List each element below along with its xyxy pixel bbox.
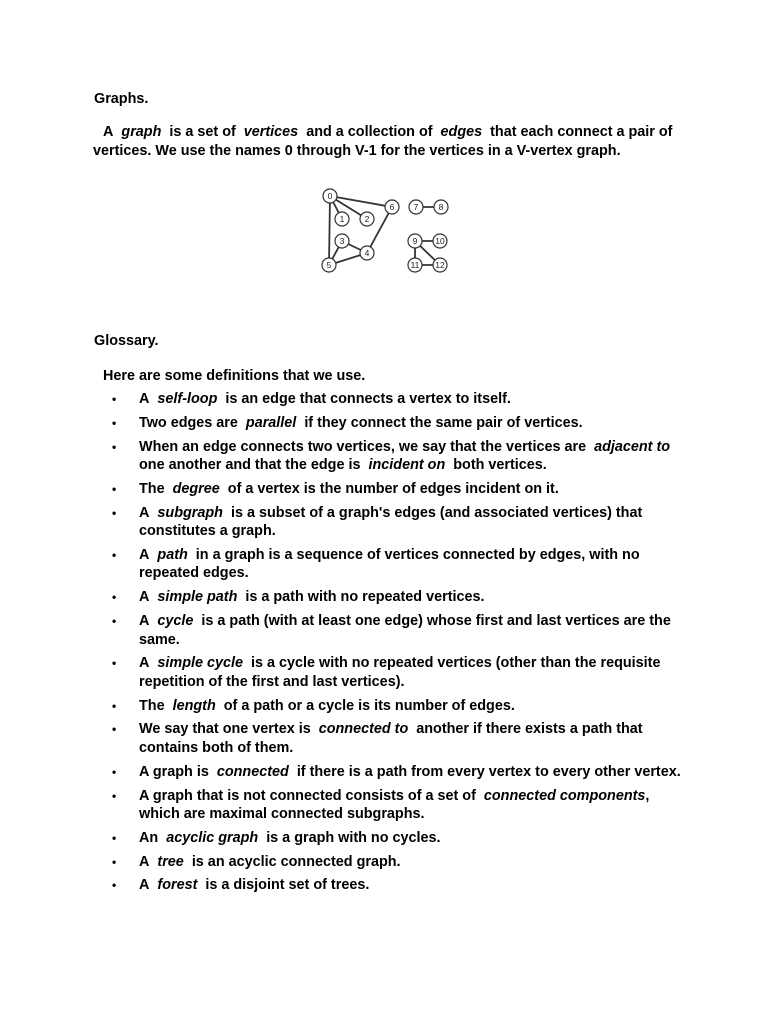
definition-list xyxy=(112,390,692,900)
term: subgraph xyxy=(157,504,223,521)
svg-text:11: 11 xyxy=(410,260,420,270)
term: incident on xyxy=(368,457,446,474)
bullet-icon: • xyxy=(112,854,117,869)
term: degree xyxy=(172,480,220,497)
bullet-icon: • xyxy=(112,392,117,406)
term-graph: graph xyxy=(121,124,162,140)
intro-text: is a set of xyxy=(169,124,236,140)
definition-item: • A path in a graph is a sequence of vertices connected by edges, with no repeated edges. xyxy=(112,546,640,582)
svg-text:10: 10 xyxy=(435,236,445,246)
bullet-icon: • xyxy=(112,505,117,520)
term-vertices: vertices xyxy=(243,124,299,140)
graph-vertex-9 xyxy=(408,234,422,248)
bullet-icon: • xyxy=(112,830,117,845)
graph-vertex-6 xyxy=(385,200,399,214)
term: tree xyxy=(157,853,184,870)
graph-vertex-7 xyxy=(409,200,423,214)
svg-text:6: 6 xyxy=(389,202,395,212)
term: parallel xyxy=(245,414,297,431)
svg-text:5: 5 xyxy=(326,260,332,270)
intro-text: that each connect a pair of vertices. We use the names 0 through V-1 for the vertices in a V-vertex graph. xyxy=(93,124,673,159)
graph-vertex-0 xyxy=(323,189,337,203)
graph-vertex-12 xyxy=(433,258,447,272)
svg-text:7: 7 xyxy=(413,202,419,212)
term-edges: edges xyxy=(440,124,483,140)
intro-paragraph xyxy=(93,123,673,161)
definition-item: • A graph is connected if there is a path from every vertex to every other vertex. xyxy=(112,763,681,780)
graph-vertex-8 xyxy=(434,200,448,214)
svg-text:3: 3 xyxy=(339,236,345,246)
bullet-icon: • xyxy=(112,656,117,671)
intro-text: A xyxy=(103,124,114,140)
definition-item: • A tree is an acyclic connected graph. xyxy=(112,853,401,870)
definition-item: • We say that one vertex is connected to another if there exists a path that contains both of them. xyxy=(112,721,643,756)
bullet-icon: • xyxy=(112,878,117,893)
graph-vertex-11 xyxy=(408,258,422,272)
term: connected xyxy=(216,763,289,780)
glossary-intro: Here are some definitions that we use. xyxy=(103,368,366,384)
svg-text:2: 2 xyxy=(364,214,370,224)
term: connected components xyxy=(483,787,646,804)
definition-item: • A forest is a disjoint set of trees. xyxy=(112,877,370,894)
term: self-loop xyxy=(157,391,218,407)
svg-text:4: 4 xyxy=(364,248,370,258)
bullet-icon: • xyxy=(112,614,117,629)
svg-text:0: 0 xyxy=(327,191,333,201)
section-heading-graphs: Graphs. xyxy=(94,91,149,107)
term: forest xyxy=(157,877,198,894)
bullet-icon: • xyxy=(112,788,117,803)
graph-edge xyxy=(329,196,330,265)
term: adjacent to xyxy=(594,438,671,455)
definition-item: • A simple cycle is a cycle with no repeated vertices (other than the requisite repetition of the first and last vertices). xyxy=(112,655,661,690)
svg-text:9: 9 xyxy=(412,236,418,246)
svg-text:12: 12 xyxy=(435,260,445,270)
intro-text: and a collection of xyxy=(306,124,433,140)
term: connected to xyxy=(318,721,409,738)
definition-item: • The degree of a vertex is the number of edges incident on it. xyxy=(112,480,559,497)
bullet-icon: • xyxy=(112,764,117,779)
section-heading-glossary: Glossary. xyxy=(94,333,159,349)
term: simple cycle xyxy=(157,655,244,672)
bullet-icon: • xyxy=(112,439,117,454)
bullet-icon: • xyxy=(112,590,117,605)
definition-item: • When an edge connects two vertices, we say that the vertices are adjacent to one another and that the edge is incident on both vertices. xyxy=(112,438,671,474)
graph-vertex-10 xyxy=(433,234,447,248)
svg-text:8: 8 xyxy=(438,202,444,212)
svg-text:1: 1 xyxy=(339,214,345,224)
graph-figure xyxy=(318,187,458,282)
definition-item: • Two edges are parallel if they connect the same pair of vertices. xyxy=(112,414,583,431)
graph-vertex-5 xyxy=(322,258,336,272)
term: path xyxy=(157,546,188,563)
bullet-icon: • xyxy=(112,415,117,430)
term: cycle xyxy=(157,613,194,630)
term: simple path xyxy=(157,589,238,606)
definition-item: • The length of a path or a cycle is its number of edges. xyxy=(112,697,515,714)
definition-item: • A graph that is not connected consists of a set of connected components, which are maximal connected subgraphs. xyxy=(112,787,650,823)
definition-item: • A subgraph is a subset of a graph's edges (and associated vertices) that constitutes a graph. xyxy=(112,504,643,540)
term: acyclic graph xyxy=(166,829,259,846)
definition-item: • An acyclic graph is a graph with no cycles. xyxy=(112,829,441,846)
bullet-icon: • xyxy=(112,722,117,737)
bullet-icon: • xyxy=(112,547,117,562)
graph-vertex-4 xyxy=(360,246,374,260)
bullet-icon: • xyxy=(112,698,117,713)
graph-vertex-3 xyxy=(335,234,349,248)
definition-item: • A self-loop is an edge that connects a vertex to itself. xyxy=(112,391,511,407)
graph-diagram xyxy=(318,187,458,277)
definition-item: • A cycle is a path (with at least one edge) whose first and last vertices are the same. xyxy=(112,613,671,648)
bullet-icon: • xyxy=(112,481,117,496)
graph-vertex-2 xyxy=(360,212,374,226)
definition-item: • A simple path is a path with no repeated vertices. xyxy=(112,589,485,606)
graph-vertex-1 xyxy=(335,212,349,226)
term: length xyxy=(172,697,216,714)
